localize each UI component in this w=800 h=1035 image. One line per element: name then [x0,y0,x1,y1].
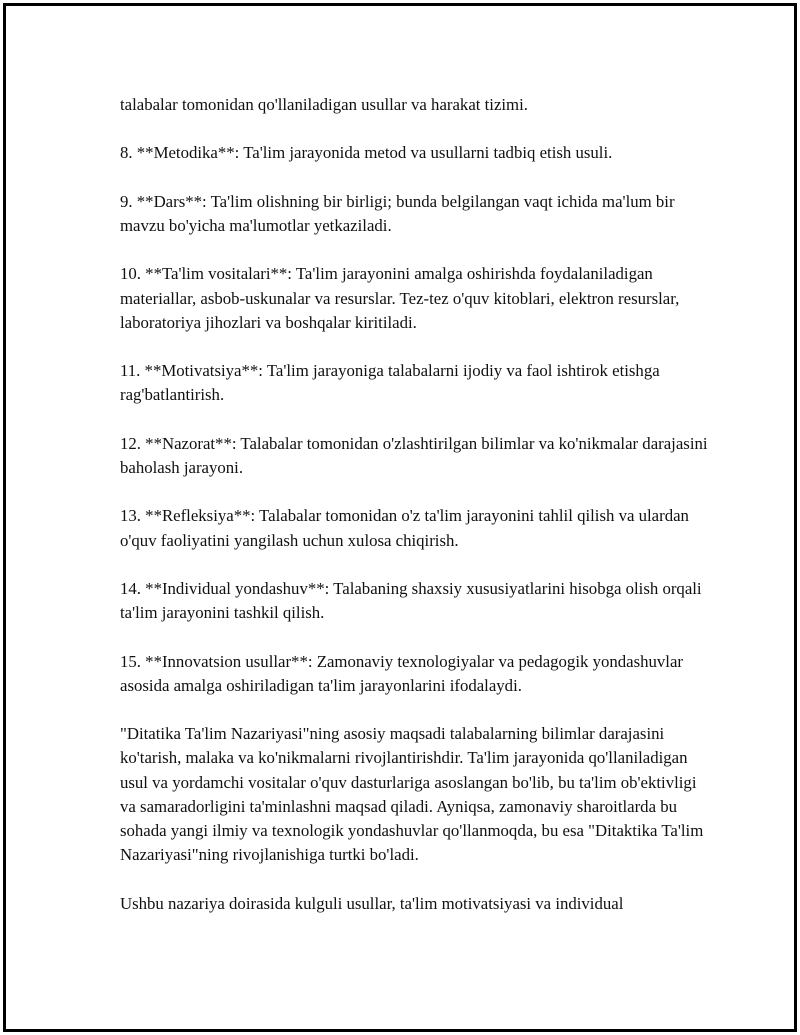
document-body [120,93,710,940]
list-item-metodika: 8. **Metodika**: Ta'lim jarayonida metod va usullarni tadbiq etish usuli. [120,143,613,163]
list-item-refleksiya: 13. **Refleksiya**: Talabalar tomonidan o'z ta'lim jarayonini tahlil qilish va ulardan o'quv faoliyatini yangilash uchun xulosa chiqirish. [120,506,689,550]
list-item-talim-vositalari: 10. **Ta'lim vositalari**: Ta'lim jarayonini amalga oshirishda foydalaniladigan materiallar, asbob-uskunalar va resurslar. Tez-tez o'quv kitoblari, elektron resurslar, laboratoriya jihozlari va boshqalar kiritiladi. [120,264,680,332]
list-item-motivatsiya: 11. **Motivatsiya**: Ta'lim jarayoniga talabalarni ijodiy va faol ishtirok etishga rag'batlantirish. [120,361,660,405]
list-item-innovatsion-usullar: 15. **Innovatsion usullar**: Zamonaviy texnologiyalar va pedagogik yondashuvlar asosida amalga oshiriladigan ta'lim jarayonlarini ifodalaydi. [120,651,683,695]
list-item-nazorat: 12. **Nazorat**: Talabalar tomonidan o'zlashtirilgan bilimlar va ko'nikmalar darajasini baholash jarayoni. [120,433,708,477]
list-item-individual-yondashuv: 14. **Individual yondashuv**: Talabaning shaxsiy xususiyatlarini hisobga olish orqali ta'lim jarayonini tashkil qilish. [120,578,702,623]
document-page [3,3,797,1032]
paragraph-continuation: talabalar tomonidan qo'llaniladigan usullar va harakat tizimi. [120,95,528,114]
paragraph-summary: "Ditatika Ta'lim Nazariyasi"ning asosiy maqsadi talabalarning bilimlar darajasini ko'tarish, malaka va ko'nikmalarni rivojlantirishdir. Ta'lim jarayonida qo'llaniladigan usul va yordamchi vositalar o'quv dasturlariga asoslangan bo'lib, bu ta'lim ob'ektivligi va samaradorligini ta'minlashni maqsad qiladi. Ayniqsa, zamonaviy sharoitlarda bu sohada yangi ilmiy va texnologik yondashuvlar qo'llanmoqda, bu esa "Ditaktika Ta'lim Nazariyasi"ning rivojlanishiga turtki bo'ladi. [120,724,704,865]
list-item-dars: 9. **Dars**: Ta'lim olishning bir birligi; bunda belgilangan vaqt ichida ma'lum bir mavzu bo'yicha ma'lumotlar yetkaziladi. [120,191,675,235]
paragraph-final: Ushbu nazariya doirasida kulguli usullar, ta'lim motivatsiyasi va individual [120,893,624,913]
